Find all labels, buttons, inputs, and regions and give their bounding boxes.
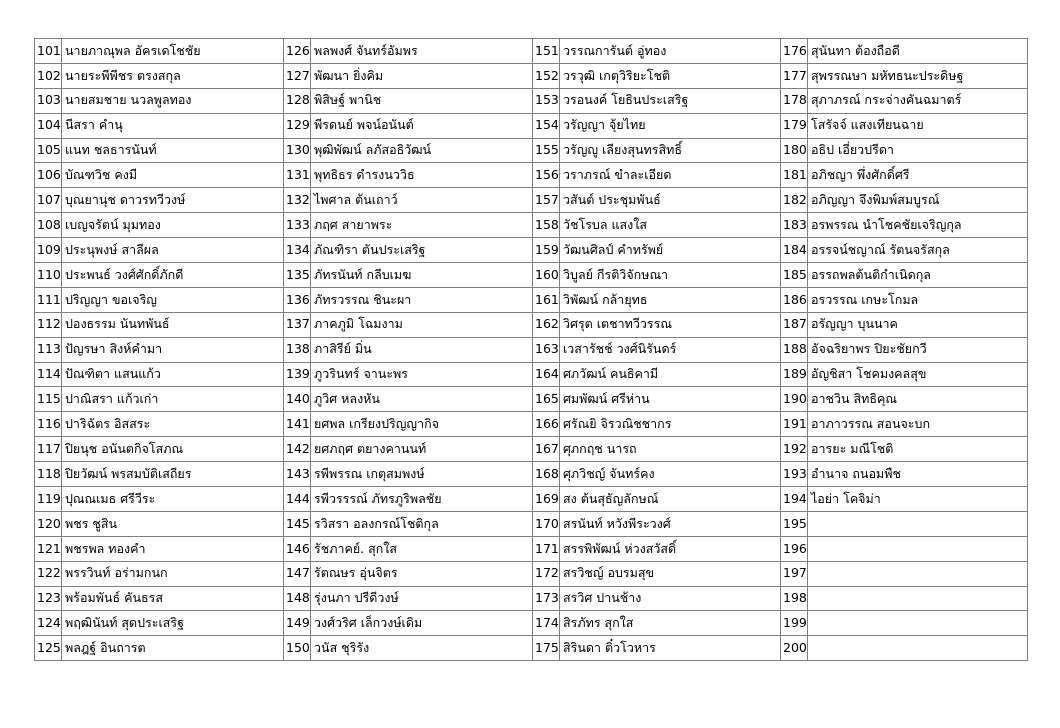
entry-number: 146 xyxy=(284,536,311,561)
entry-name: สรวิศ ปานช้าง xyxy=(560,586,781,611)
entry-name xyxy=(808,611,1028,636)
entry-name: วรัญญู เลียงสุนทรสิทธิ์ xyxy=(560,138,781,163)
entry-number: 117 xyxy=(35,437,62,462)
entry-number: 178 xyxy=(781,88,808,113)
entry-name xyxy=(808,636,1028,661)
table-row xyxy=(35,536,1028,561)
entry-number: 194 xyxy=(781,487,808,512)
entry-number: 108 xyxy=(35,213,62,238)
entry-number: 169 xyxy=(533,487,560,512)
entry-name: พชรพล ทองคำ xyxy=(62,536,284,561)
entry-number: 150 xyxy=(284,636,311,661)
entry-number: 180 xyxy=(781,138,808,163)
entry-name: บุณยานุช ดาวรทวีวงษ์ xyxy=(62,188,284,213)
entry-name: ศมพัฒน์ ศรีห่าน xyxy=(560,387,781,412)
entry-number: 119 xyxy=(35,487,62,512)
entry-name xyxy=(808,536,1028,561)
entry-number: 109 xyxy=(35,238,62,263)
entry-name: บัณฑวิช คงมี xyxy=(62,163,284,188)
entry-name: นีสรา คำนุ xyxy=(62,113,284,138)
entry-number: 157 xyxy=(533,188,560,213)
entry-name: เบญจรัตน์ มุมทอง xyxy=(62,213,284,238)
entry-name xyxy=(808,511,1028,536)
entry-number: 188 xyxy=(781,337,808,362)
table-row xyxy=(35,88,1028,113)
table-row xyxy=(35,39,1028,64)
roster-body xyxy=(35,39,1028,661)
entry-number: 187 xyxy=(781,312,808,337)
table-row xyxy=(35,561,1028,586)
entry-number: 199 xyxy=(781,611,808,636)
entry-name: ภัทรนันท์ กลีบเมฆ xyxy=(311,263,533,288)
entry-number: 193 xyxy=(781,462,808,487)
entry-name: ปริญญา ขอเจริญ xyxy=(62,287,284,312)
entry-number: 123 xyxy=(35,586,62,611)
entry-number: 172 xyxy=(533,561,560,586)
entry-number: 118 xyxy=(35,462,62,487)
entry-name: วิพัฒน์ กล้ายุทธ xyxy=(560,287,781,312)
entry-name xyxy=(808,561,1028,586)
entry-number: 196 xyxy=(781,536,808,561)
entry-number: 144 xyxy=(284,487,311,512)
table-row xyxy=(35,163,1028,188)
entry-number: 140 xyxy=(284,387,311,412)
entry-number: 165 xyxy=(533,387,560,412)
entry-number: 151 xyxy=(533,39,560,64)
entry-number: 136 xyxy=(284,287,311,312)
entry-name: พัฒนา ยิ่งคิม xyxy=(311,63,533,88)
entry-name: สุภาภรณ์ กระจ่างคันฉมาตร์ xyxy=(808,88,1028,113)
entry-number: 195 xyxy=(781,511,808,536)
entry-number: 155 xyxy=(533,138,560,163)
entry-name: ปุณณเมธ ศรีวีระ xyxy=(62,487,284,512)
entry-name: อรวรรณ เกษะโกมล xyxy=(808,287,1028,312)
entry-number: 183 xyxy=(781,213,808,238)
entry-name: สง ต้นสุธัญลักษณ์ xyxy=(560,487,781,512)
entry-name: วงศ์วริศ เล็กวงษ์เดิม xyxy=(311,611,533,636)
entry-name: รพีวรรรณ์ ภัทรภูริพลชัย xyxy=(311,487,533,512)
entry-number: 132 xyxy=(284,188,311,213)
entry-name: อภิญญา จึงพิมพ์สมบูรณ์ xyxy=(808,188,1028,213)
entry-name: ประพนธ์ วงศ์ศักดิ์ภักดี xyxy=(62,263,284,288)
entry-name: วรรณการันต์ อู่ทอง xyxy=(560,39,781,64)
entry-number: 177 xyxy=(781,63,808,88)
entry-name: วรัญญา จุ้ยไทย xyxy=(560,113,781,138)
entry-number: 101 xyxy=(35,39,62,64)
entry-number: 160 xyxy=(533,263,560,288)
entry-name: ปิยวัฒน์ พรสมบัติเสถียร xyxy=(62,462,284,487)
entry-number: 162 xyxy=(533,312,560,337)
entry-number: 159 xyxy=(533,238,560,263)
entry-number: 137 xyxy=(284,312,311,337)
entry-name xyxy=(808,586,1028,611)
entry-name: ปิยนุช อนันตกิจโสภณ xyxy=(62,437,284,462)
entry-name: ปาริฉัตร อิสสระ xyxy=(62,412,284,437)
entry-name: วรวุฒิ เกตุวิริยะโชติ xyxy=(560,63,781,88)
entry-name: นายระพีพีชร ตรงสกุล xyxy=(62,63,284,88)
table-row xyxy=(35,337,1028,362)
entry-name: อัจฉริยาพร ปิยะชัยกวี xyxy=(808,337,1028,362)
entry-name: ปาณิสรา แก้วเก่า xyxy=(62,387,284,412)
entry-name: เวสารัชช์ วงศ์นิรันดร์ xyxy=(560,337,781,362)
entry-number: 163 xyxy=(533,337,560,362)
entry-name: รัตณษร อุ่นจิตร xyxy=(311,561,533,586)
entry-name: อรัญญา บุนนาค xyxy=(808,312,1028,337)
entry-number: 190 xyxy=(781,387,808,412)
entry-number: 122 xyxy=(35,561,62,586)
entry-name: วราภรณ์ ขำละเอียด xyxy=(560,163,781,188)
table-row xyxy=(35,636,1028,661)
entry-name: พีรดนย์ พจน์อนันต์ xyxy=(311,113,533,138)
entry-number: 142 xyxy=(284,437,311,462)
entry-number: 139 xyxy=(284,362,311,387)
table-row xyxy=(35,462,1028,487)
entry-name: อธิป เอี่ยวปรีดา xyxy=(808,138,1028,163)
entry-name: รพีพรรณ เกตุสมพงษ์ xyxy=(311,462,533,487)
entry-number: 174 xyxy=(533,611,560,636)
entry-number: 158 xyxy=(533,213,560,238)
entry-number: 111 xyxy=(35,287,62,312)
entry-name: พชร ชูสิน xyxy=(62,511,284,536)
entry-name: สรวิชญ์ อบรมสุข xyxy=(560,561,781,586)
entry-number: 185 xyxy=(781,263,808,288)
entry-number: 125 xyxy=(35,636,62,661)
entry-number: 189 xyxy=(781,362,808,387)
entry-number: 161 xyxy=(533,287,560,312)
entry-number: 115 xyxy=(35,387,62,412)
entry-number: 113 xyxy=(35,337,62,362)
entry-number: 128 xyxy=(284,88,311,113)
entry-name: แนท ชลธารนันท์ xyxy=(62,138,284,163)
entry-number: 186 xyxy=(781,287,808,312)
entry-number: 148 xyxy=(284,586,311,611)
entry-name: โสรัจจ์ แสงเทียนฉาย xyxy=(808,113,1028,138)
entry-number: 103 xyxy=(35,88,62,113)
entry-name: อัญชิสา โชคมงคลสุข xyxy=(808,362,1028,387)
entry-name: ภูวรินทร์ จานะพร xyxy=(311,362,533,387)
entry-name: รุ่งนภา ปรีดีวงษ์ xyxy=(311,586,533,611)
entry-number: 112 xyxy=(35,312,62,337)
entry-name: ปองธรรม นันทพันธ์ xyxy=(62,312,284,337)
entry-name: นายสมชาย นวลพูลทอง xyxy=(62,88,284,113)
entry-number: 176 xyxy=(781,39,808,64)
entry-name: สรนันท์ หวังพีระวงศ์ xyxy=(560,511,781,536)
entry-name: วัฒนศิลป์ คำทรัพย์ xyxy=(560,238,781,263)
table-row xyxy=(35,287,1028,312)
entry-number: 184 xyxy=(781,238,808,263)
entry-number: 145 xyxy=(284,511,311,536)
entry-name: วนัส ชุริรัง xyxy=(311,636,533,661)
entry-name: อรรถพลต้นติกำเนิดกุล xyxy=(808,263,1028,288)
entry-number: 153 xyxy=(533,88,560,113)
entry-name: สุพรรณษา มหัทธนะประดิษฐ xyxy=(808,63,1028,88)
table-row xyxy=(35,412,1028,437)
entry-number: 141 xyxy=(284,412,311,437)
entry-number: 149 xyxy=(284,611,311,636)
entry-name: พฤฒินันท์ สุดประเสริฐ xyxy=(62,611,284,636)
entry-name: พิสิษฐ์ พานิช xyxy=(311,88,533,113)
entry-name: สิรินดา ติ๋วโวหาร xyxy=(560,636,781,661)
entry-name: รวิสรา อลงกรณ์โชติกุล xyxy=(311,511,533,536)
entry-name: รัชภาคย์. สุกใส xyxy=(311,536,533,561)
entry-number: 104 xyxy=(35,113,62,138)
name-roster-table xyxy=(34,38,1028,661)
table-row xyxy=(35,437,1028,462)
entry-number: 200 xyxy=(781,636,808,661)
entry-name: ภฤศ สายาพระ xyxy=(311,213,533,238)
table-row xyxy=(35,312,1028,337)
entry-number: 152 xyxy=(533,63,560,88)
table-row xyxy=(35,138,1028,163)
entry-name: วสันต์ ประชุมพันธ์ xyxy=(560,188,781,213)
entry-number: 105 xyxy=(35,138,62,163)
entry-name: อภิชญา พึ่งศักดิ์ศรี xyxy=(808,163,1028,188)
entry-name: วรอนงค์ โยธินประเสริฐ xyxy=(560,88,781,113)
entry-number: 143 xyxy=(284,462,311,487)
entry-number: 120 xyxy=(35,511,62,536)
entry-number: 133 xyxy=(284,213,311,238)
entry-number: 168 xyxy=(533,462,560,487)
entry-number: 164 xyxy=(533,362,560,387)
entry-number: 167 xyxy=(533,437,560,462)
table-row xyxy=(35,611,1028,636)
entry-name: พุฒิพัฒน์ ลภัสอธิวัฒน์ xyxy=(311,138,533,163)
entry-number: 170 xyxy=(533,511,560,536)
entry-name: ศรัณยิ จิรวณิชชากร xyxy=(560,412,781,437)
entry-name: ยศพล เกรียงปริญญากิจ xyxy=(311,412,533,437)
entry-name: สรรพิพัฒน์ ห่วงสวัสดิ์ xyxy=(560,536,781,561)
entry-name: ภัณฑิรา ตันประเสริฐ xyxy=(311,238,533,263)
entry-number: 197 xyxy=(781,561,808,586)
entry-number: 138 xyxy=(284,337,311,362)
entry-name: อรพรรณ นำโชคชัยเจริญกุล xyxy=(808,213,1028,238)
table-row xyxy=(35,238,1028,263)
entry-number: 198 xyxy=(781,586,808,611)
entry-name: พลพงศ์ จันทร์อัมพร xyxy=(311,39,533,64)
entry-number: 106 xyxy=(35,163,62,188)
entry-name: อาภาวรรณ สอนจะบก xyxy=(808,412,1028,437)
table-row xyxy=(35,63,1028,88)
entry-name: ภาสิรีย์ มิ่น xyxy=(311,337,533,362)
entry-name: นายภาณุพล อัครเดโชชัย xyxy=(62,39,284,64)
entry-number: 121 xyxy=(35,536,62,561)
entry-name: วัชโรบล แสงใส xyxy=(560,213,781,238)
entry-name: ศุภกฤช นารถ xyxy=(560,437,781,462)
entry-number: 127 xyxy=(284,63,311,88)
entry-name: สิรภัทร สุกใส xyxy=(560,611,781,636)
table-row xyxy=(35,113,1028,138)
entry-name: พุทธิธร ดำรงนววิธ xyxy=(311,163,533,188)
entry-name: ศภวัฒน์ คนธิคามี xyxy=(560,362,781,387)
entry-number: 134 xyxy=(284,238,311,263)
entry-name: พรรวินท์ อร่ามกนก xyxy=(62,561,284,586)
entry-number: 131 xyxy=(284,163,311,188)
table-row xyxy=(35,387,1028,412)
entry-number: 135 xyxy=(284,263,311,288)
entry-number: 182 xyxy=(781,188,808,213)
entry-number: 126 xyxy=(284,39,311,64)
entry-name: ยศภฤศ ตยางคานนท์ xyxy=(311,437,533,462)
entry-number: 191 xyxy=(781,412,808,437)
entry-name: อรรจน์ชญาณ์ รัตนจรัสกุล xyxy=(808,238,1028,263)
entry-name: ปัณฑิตา แสนแก้ว xyxy=(62,362,284,387)
entry-name: ประนุพงษ์ สาลีผล xyxy=(62,238,284,263)
entry-number: 154 xyxy=(533,113,560,138)
table-row xyxy=(35,263,1028,288)
entry-name: อารยะ มณีโชติ xyxy=(808,437,1028,462)
entry-name: ไพศาล ต้นเถาว์ xyxy=(311,188,533,213)
entry-name: อำนาจ ถนอมพืช xyxy=(808,462,1028,487)
entry-name: ภัทรวรรณ ชินะผา xyxy=(311,287,533,312)
entry-number: 181 xyxy=(781,163,808,188)
entry-name: สุนันทา ต้องถือดี xyxy=(808,39,1028,64)
entry-number: 130 xyxy=(284,138,311,163)
table-row xyxy=(35,487,1028,512)
entry-number: 114 xyxy=(35,362,62,387)
entry-name: พร้อมพันธ์ คันธรส xyxy=(62,586,284,611)
entry-number: 102 xyxy=(35,63,62,88)
table-row xyxy=(35,188,1028,213)
table-row xyxy=(35,511,1028,536)
entry-number: 129 xyxy=(284,113,311,138)
entry-number: 110 xyxy=(35,263,62,288)
table-row xyxy=(35,362,1028,387)
entry-number: 192 xyxy=(781,437,808,462)
entry-name: ศุภวิชญ์ จันทร์คง xyxy=(560,462,781,487)
entry-number: 175 xyxy=(533,636,560,661)
entry-number: 173 xyxy=(533,586,560,611)
entry-name: ไอย่า โคจิม่า xyxy=(808,487,1028,512)
table-row xyxy=(35,213,1028,238)
entry-number: 156 xyxy=(533,163,560,188)
entry-name: ปัญรษา สิงห์คำมา xyxy=(62,337,284,362)
entry-name: วิศรุต เตชาทวีวรรณ xyxy=(560,312,781,337)
entry-number: 116 xyxy=(35,412,62,437)
entry-name: ภูวิศ หลงหัน xyxy=(311,387,533,412)
entry-number: 171 xyxy=(533,536,560,561)
entry-number: 166 xyxy=(533,412,560,437)
entry-number: 107 xyxy=(35,188,62,213)
entry-name: วิบูลย์ กีรติวิจักษณา xyxy=(560,263,781,288)
table-row xyxy=(35,586,1028,611)
entry-name: อาชวิน สิทธิคุณ xyxy=(808,387,1028,412)
entry-name: พลฎฐ์ อินถารต xyxy=(62,636,284,661)
entry-number: 124 xyxy=(35,611,62,636)
entry-number: 147 xyxy=(284,561,311,586)
entry-number: 179 xyxy=(781,113,808,138)
entry-name: ภาคภูมิ โฉมงาม xyxy=(311,312,533,337)
